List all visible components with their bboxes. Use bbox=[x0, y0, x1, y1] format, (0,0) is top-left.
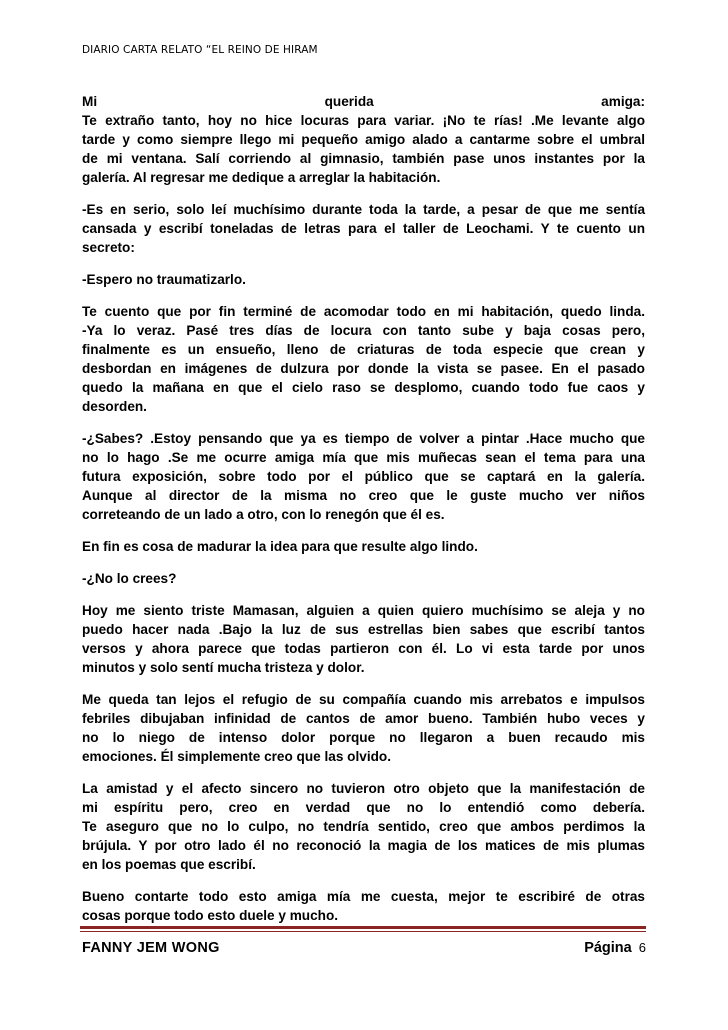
text-line: -Es en serio, solo leí muchísimo durante toda la tarde, a pesar de que me sentía bbox=[82, 202, 645, 217]
text-line: versos y ahora parece que todas partieron con él. Lo vi esta tarde por unos bbox=[82, 641, 645, 656]
footer-page-number: 6 bbox=[638, 940, 646, 955]
text-line: Aunque al director de la misma no creo que le guste mucho ver niños bbox=[82, 488, 645, 503]
text-line: -Espero no traumatizarlo. bbox=[82, 272, 246, 287]
text-line: cosas porque todo esto duele y mucho. bbox=[82, 908, 339, 923]
text-line: Hoy me siento triste Mamasan, alguien a quien quiero muchísimo se aleja y no bbox=[82, 603, 645, 618]
paragraph bbox=[82, 569, 645, 588]
text-line: En fin es cosa de madurar la idea para que resulte algo lindo. bbox=[82, 539, 478, 554]
text-line: Bueno contarte todo esto amiga mía me cuesta, mejor te escribiré de otras bbox=[82, 889, 645, 904]
text-line: brújula. Y por otro lado él no reconoció la magia de los matices de mis plumas bbox=[82, 838, 645, 853]
text-line: puedo hacer nada .Bajo la luz de sus estrellas bien sabes que escribí tantos bbox=[82, 622, 645, 637]
text-line: correteando de un lado a otro, con lo renegón que él es. bbox=[82, 507, 445, 522]
text-line: febriles dibujaban infinidad de cantos de amor bueno. También hubo veces y bbox=[82, 711, 645, 726]
text-line: futura exposición, sobre todo por el público que se captará en la galería. bbox=[82, 469, 645, 484]
paragraph bbox=[82, 92, 645, 187]
paragraph bbox=[82, 537, 645, 556]
footer-page bbox=[584, 940, 646, 956]
footer-rule bbox=[80, 926, 646, 929]
text-line: quedo la mañana en que el cielo raso se desplomo, cuando todo fue caos y bbox=[82, 380, 645, 395]
text-line: -Ya lo veraz. Pasé tres días de locura con tanto sube y baja cosas pero, bbox=[82, 323, 645, 338]
text-line: finalmente es un ensueño, lleno de criaturas de toda especie que crean y bbox=[82, 342, 645, 357]
text-line: emociones. Él simplemente creo que las olvido. bbox=[82, 749, 391, 764]
text-line: Te cuento que por fin terminé de acomodar todo en mi habitación, quedo linda. bbox=[82, 304, 645, 319]
text-line: Te aseguro que no lo culpo, no tendría sentido, creo que ambos perdimos la bbox=[82, 819, 645, 834]
paragraph bbox=[82, 690, 645, 766]
text-line: de mi ventana. Salí corriendo al gimnasio, también pase unos instantes por la bbox=[82, 151, 645, 166]
text-line: secreto: bbox=[82, 240, 135, 255]
text-line: Te extraño tanto, hoy no hice locuras para variar. ¡No te rías! .Me levante algo bbox=[82, 113, 645, 128]
text-line: galería. Al regresar me dedique a arreglar la habitación. bbox=[82, 170, 441, 185]
text-line: en los poemas que escribí. bbox=[82, 857, 256, 872]
page-header: DIARIO CARTA RELATO “EL REINO DE HIRAM bbox=[82, 44, 318, 56]
text-line: no lo hago .Se me ocurre amiga mía que mis muñecas sean el tema para una bbox=[82, 450, 645, 465]
text-line: Me queda tan lejos el refugio de su compañía cuando mis arrebatos e impulsos bbox=[82, 692, 645, 707]
text-line: no lo niego de intenso dolor porque no llegaron a buen recaudo mis bbox=[82, 730, 645, 745]
paragraph bbox=[82, 429, 645, 524]
paragraph bbox=[82, 200, 645, 257]
footer-rule-thin bbox=[80, 931, 646, 932]
text-line: -¿No lo crees? bbox=[82, 571, 177, 586]
footer-page-label: Página bbox=[584, 940, 632, 956]
paragraph bbox=[82, 779, 645, 874]
paragraph bbox=[82, 887, 645, 925]
footer-author: FANNY JEM WONG bbox=[82, 940, 220, 956]
text-line: desbordan en imágenes de dulzura por donde la vista se pasee. En el pasado bbox=[82, 361, 645, 376]
text-line: Mi querida amiga: bbox=[82, 94, 645, 109]
paragraph bbox=[82, 601, 645, 677]
text-line: cansada y escribí toneladas de letras para el taller de Leochami. Y te cuento un bbox=[82, 221, 645, 236]
letter-body bbox=[82, 92, 645, 938]
text-line: tarde y como siempre llego mi pequeño amigo alado a cantarme sobre el umbral bbox=[82, 132, 645, 147]
text-line: La amistad y el afecto sincero no tuvieron otro objeto que la manifestación de bbox=[82, 781, 645, 796]
text-line: -¿Sabes? .Estoy pensando que ya es tiempo de volver a pintar .Hace mucho que bbox=[82, 431, 645, 446]
text-line: mi espíritu pero, creo en verdad que no lo entendió como debería. bbox=[82, 800, 645, 815]
text-line: minutos y solo sentí mucha tristeza y dolor. bbox=[82, 660, 365, 675]
text-line: desorden. bbox=[82, 399, 147, 414]
paragraph bbox=[82, 270, 645, 289]
paragraph bbox=[82, 302, 645, 416]
